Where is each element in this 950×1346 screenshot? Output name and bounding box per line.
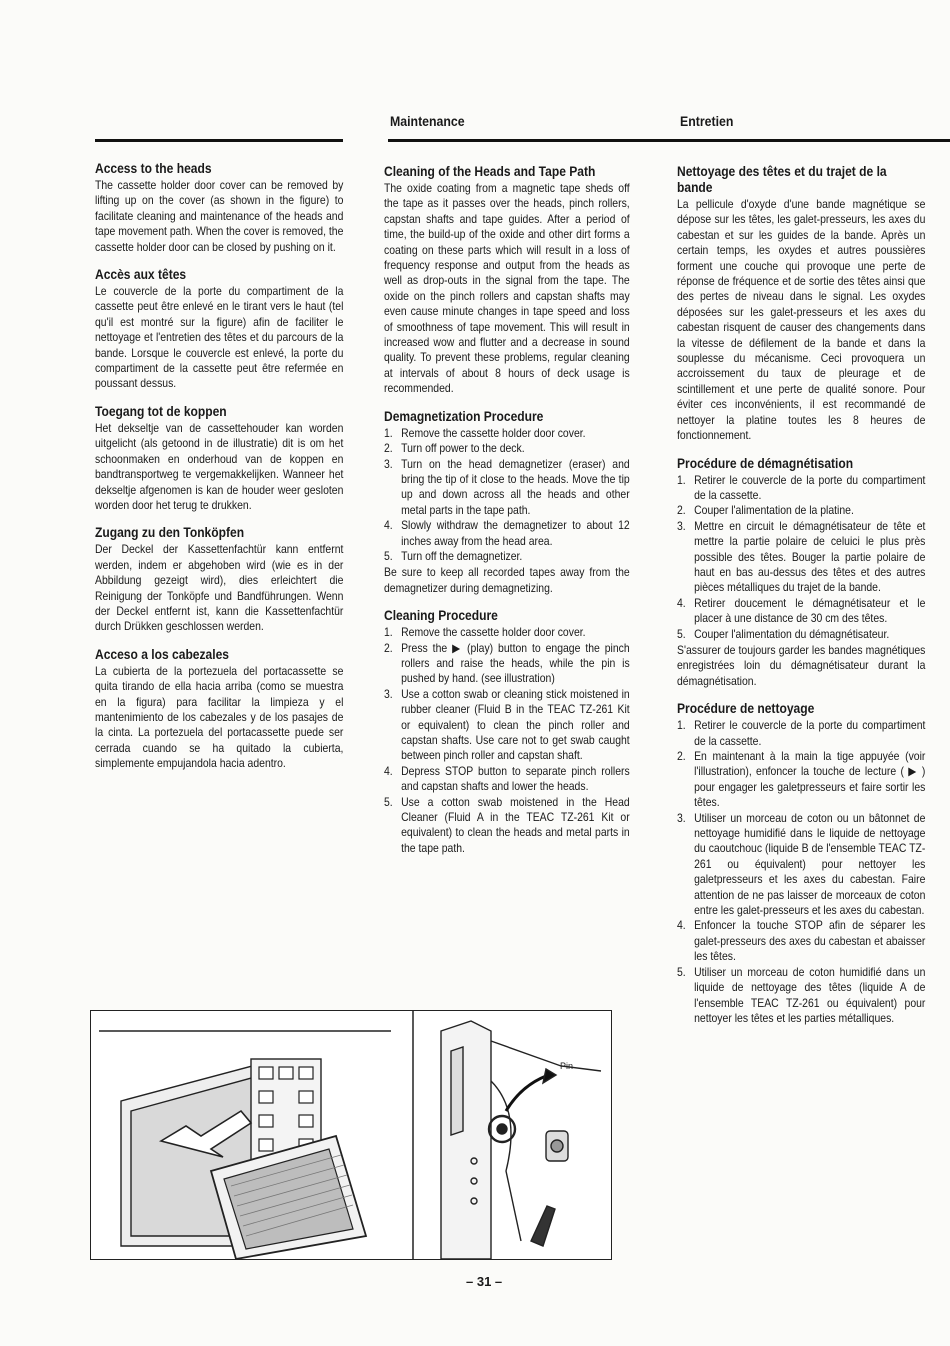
list-item: 4. Slowly withdraw the demagnetizer to about 12 inches away from the head area.	[384, 519, 630, 548]
section-note: S'assurer de toujours garder les bandes magnétiques enregistrées loin du démagnétisateur durant la démagnétisation.	[677, 643, 926, 688]
list-item: 2. Couper l'alimentation de la platine.	[677, 504, 854, 518]
section-access-heads-de	[95, 525, 343, 634]
section-title: Nettoyage des têtes et du trajet de la bande	[677, 164, 887, 195]
section-title: Cleaning Procedure	[384, 608, 498, 624]
column-maintenance-en	[384, 164, 630, 868]
list-item: 3. Turn on the head demagnetizer (eraser) and bring the tip of it close to the heads. Move the tip up and down across all the heads and other metal parts in the tape path.	[384, 457, 630, 517]
section-access-heads-en	[95, 161, 343, 255]
list-item: 5. Couper l'alimentation du démagnétisateur.	[677, 627, 890, 641]
list-item: 4. Enfoncer la touche STOP afin de séparer les galet-presseurs des axes du cabestan et abaisser les têtes.	[677, 919, 926, 964]
section-title: Zugang zu den Tonköpfen	[95, 525, 245, 541]
section-title: Accès aux têtes	[95, 267, 187, 283]
section-body: Der Deckel der Kassettenfachtür kann entfernt werden, indem er abgehoben wird (wie es in der Abbildung gezeigt wird), dies erleichtert die Reinigung der Tonköpfe und Bandführungen. Wenn der Deckel entfernt ist, kann die Kassettenfachtür durch Drükken geschlossen werden.	[95, 543, 344, 634]
list-item: 1. Remove the cassette holder door cover.	[384, 426, 586, 440]
section-title: Access to the heads	[95, 161, 212, 176]
section-access-heads-fr	[95, 267, 343, 392]
head-pin-illustration	[441, 1021, 601, 1259]
page-number: – 31 –	[466, 1274, 503, 1289]
section-cleaning-heads	[384, 164, 630, 397]
section-cleaning-procedure	[384, 608, 630, 856]
section-access-heads-nl	[95, 404, 343, 513]
section-title: Demagnetization Procedure	[384, 408, 544, 424]
section-title: Toegang tot de koppen	[95, 403, 227, 419]
list-item: 2. Turn off power to the deck.	[384, 442, 525, 456]
list-item: 2. Press the ▶ (play) button to engage the pinch rollers and raise the heads, while the pin is pushed by hand. (see illustration)	[384, 641, 630, 686]
steps-list	[384, 625, 630, 856]
section-access-heads-es	[95, 647, 343, 772]
list-item: 5. Use a cotton swab moistened in the Head Cleaner (Fluid A in the TEAC TZ-261 Kit or equivalent) to clean the heads and metal parts in the tape path.	[384, 795, 630, 855]
list-item: 5. Turn off the demagnetizer.	[384, 549, 523, 563]
section-demagnetisation	[677, 456, 925, 690]
pin-label: Pin	[560, 1061, 574, 1071]
section-note: Be sure to keep all recorded tapes away from the demagnetizer during demagnetizing.	[384, 566, 630, 595]
column-maintenance-fr	[677, 164, 925, 1038]
section-title: Cleaning of the Heads and Tape Path	[384, 164, 596, 179]
illustration-panel	[90, 1010, 612, 1260]
section-title: Acceso a los cabezales	[95, 646, 229, 662]
section-body: The oxide coating from a magnetic tape sheds off the tape as it passes over the heads, pinch rollers, capstan shafts and tape guides. After a period of time, the build-up of the oxide and other dirt forms a coating on these parts which will result in a loss of frequency response and output from the heads as well as drop-outs in the signal from the tape. The oxide on the pinch rollers and capstan shafts may even cause minute changes in tape speed and loss of smoothness of tape movement. This will result in increased wow and flutter and a decrease in sound quality. To prevent these problems, regular cleaning at intervals of about 8 hours of deck usage is recommended.	[384, 182, 630, 396]
section-body: La pellicule d'oxyde d'une bande magnétique se dépose sur les têtes, les galet-presseurs, les axes du cabestan et sur les guides de la bande. Après un certain temps, les oxydes et autres poussières forment une couche qui provoque une perte de réponse de fréquence et de sortie des têtes ainsi que des pertes de niveau dans le signal. Les oxydes déposées sur les galet-presseurs et les axes du cabestan risquent de causer des changements dans la vitesse de défilement de la bande et dans la souplesse du mécanisme. Ceci provoquera un accroissement du taux de pleurage et de scintillement et une perte de qualité sonore. Pour éviter ces inconvénients, il est recommandé de nettoyer la platine toutes les 8 heures de fonctionnement.	[677, 198, 926, 443]
list-item: 4. Depress STOP button to separate pinch rollers and capstan shafts and lower the heads.	[384, 764, 630, 794]
list-item: 3. Use a cotton swab or cleaning stick moistened in rubber cleaner (Fluid B in the TEAC TZ-261 Kit or equivalent) to clean the pinch roller and capstan shafts. Use care not to get swab caught between pinch roller and capstan shaft.	[384, 687, 630, 763]
steps-list	[677, 473, 925, 642]
section-body: La cubierta de la portezuela del portacassette se quita tirando de ella hacia arriba (como se muestra en la figura) para facilitar la limpieza y el mantenimiento de los cabezales y de los pasajes de la cinta. La portezuela del portacassette puede ser cerrada cuando se ha quitado la cubierta, simplemente empujandola hacia adentro.	[95, 664, 344, 771]
steps-list	[384, 426, 630, 565]
section-body: The cassette holder door cover can be removed by lifting up on the cover (as shown in the figure) to facilitate cleaning and maintenance of the heads and tape movement path. When the cover is removed, the cassette holder door can be closed by pushing on it.	[95, 179, 344, 254]
header-rule-right	[388, 139, 950, 142]
section-demagnetization	[384, 409, 630, 596]
list-item: 5. Utiliser un morceau de coton humidifié dans un liquide de nettoyage des têtes (liquide A de l'ensemble TEAC TZ-261 ou équivalent) pour nettoyer les têtes et les parties métalliques.	[677, 965, 926, 1025]
column-languages	[95, 161, 343, 784]
illustration	[91, 1011, 611, 1259]
section-nettoyage-tetes	[677, 164, 925, 444]
header-entretien: Entretien	[680, 113, 734, 129]
list-item: 1. Retirer le couvercle de la porte du compartiment de la cassette.	[677, 719, 926, 748]
section-body: Het dekseltje van de cassettehouder kan worden uitgelicht (als getoond in de illustratie) dit is om het schoonmaken en onderhoud van de koppen en bandtransportweg te vergemakkelijken. Wanneer het dekseltje afgenomen is kan de houder weer gesloten worden door het terug te drukken.	[95, 421, 344, 512]
list-item: 4. Retirer doucement le démagnétisateur et le placer à une distance de 30 cm des têtes.	[677, 596, 926, 626]
section-body: Le couvercle de la porte du compartiment de la cassette peut être enlevé en le tirant vers le haut (tel qu'il est montré sur la figure) afin de faciliter le nettoyage et l'entretien des têtes et du parcours de la bande. Lorsque le couvercle est enlevé, la porte du compartiment de la cassette peut être refermée en poussant dessus.	[95, 285, 344, 391]
list-item: 3. Mettre en circuit le démagnétisateur de tête et mettre la partie polaire de celuici le plus près possible des têtes. Bouger la partie polaire de haut en bas au-dessus des têtes et des autres pièces métalliques du trajet de la bande.	[677, 519, 926, 595]
steps-list	[677, 718, 925, 1026]
list-item: 1. Remove the cassette holder door cover.	[384, 626, 586, 640]
list-item: 3. Utiliser un morceau de coton ou un bâtonnet de nettoyage humidifié dans le liquide de nettoyage du caoutchouc (liquide B de l'ensemble TEAC TZ-261 ou équivalent) pour nettoyer les galetpresseurs et les axes du cabestan. Faire attention de ne pas laisser de morceaux de coton entre les galet-presseurs et les axes du cabestan.	[677, 811, 926, 918]
list-item: 1. Retirer le couvercle de la porte du compartiment de la cassette.	[677, 473, 926, 502]
section-title: Procédure de démagnétisation	[677, 455, 854, 471]
cassette-cover-illustration	[99, 1031, 391, 1259]
section-nettoyage-procedure	[677, 701, 925, 1026]
section-title: Procédure de nettoyage	[677, 701, 815, 717]
header-maintenance: Maintenance	[390, 113, 465, 129]
list-item: 2. En maintenant à la main la tige appuyée (voir l'illustration), enfoncer la touche de lecture ( ▶ ) pour engager les galetpresseurs et faire sortir les têtes.	[677, 750, 926, 810]
header-rule-left	[95, 139, 343, 142]
